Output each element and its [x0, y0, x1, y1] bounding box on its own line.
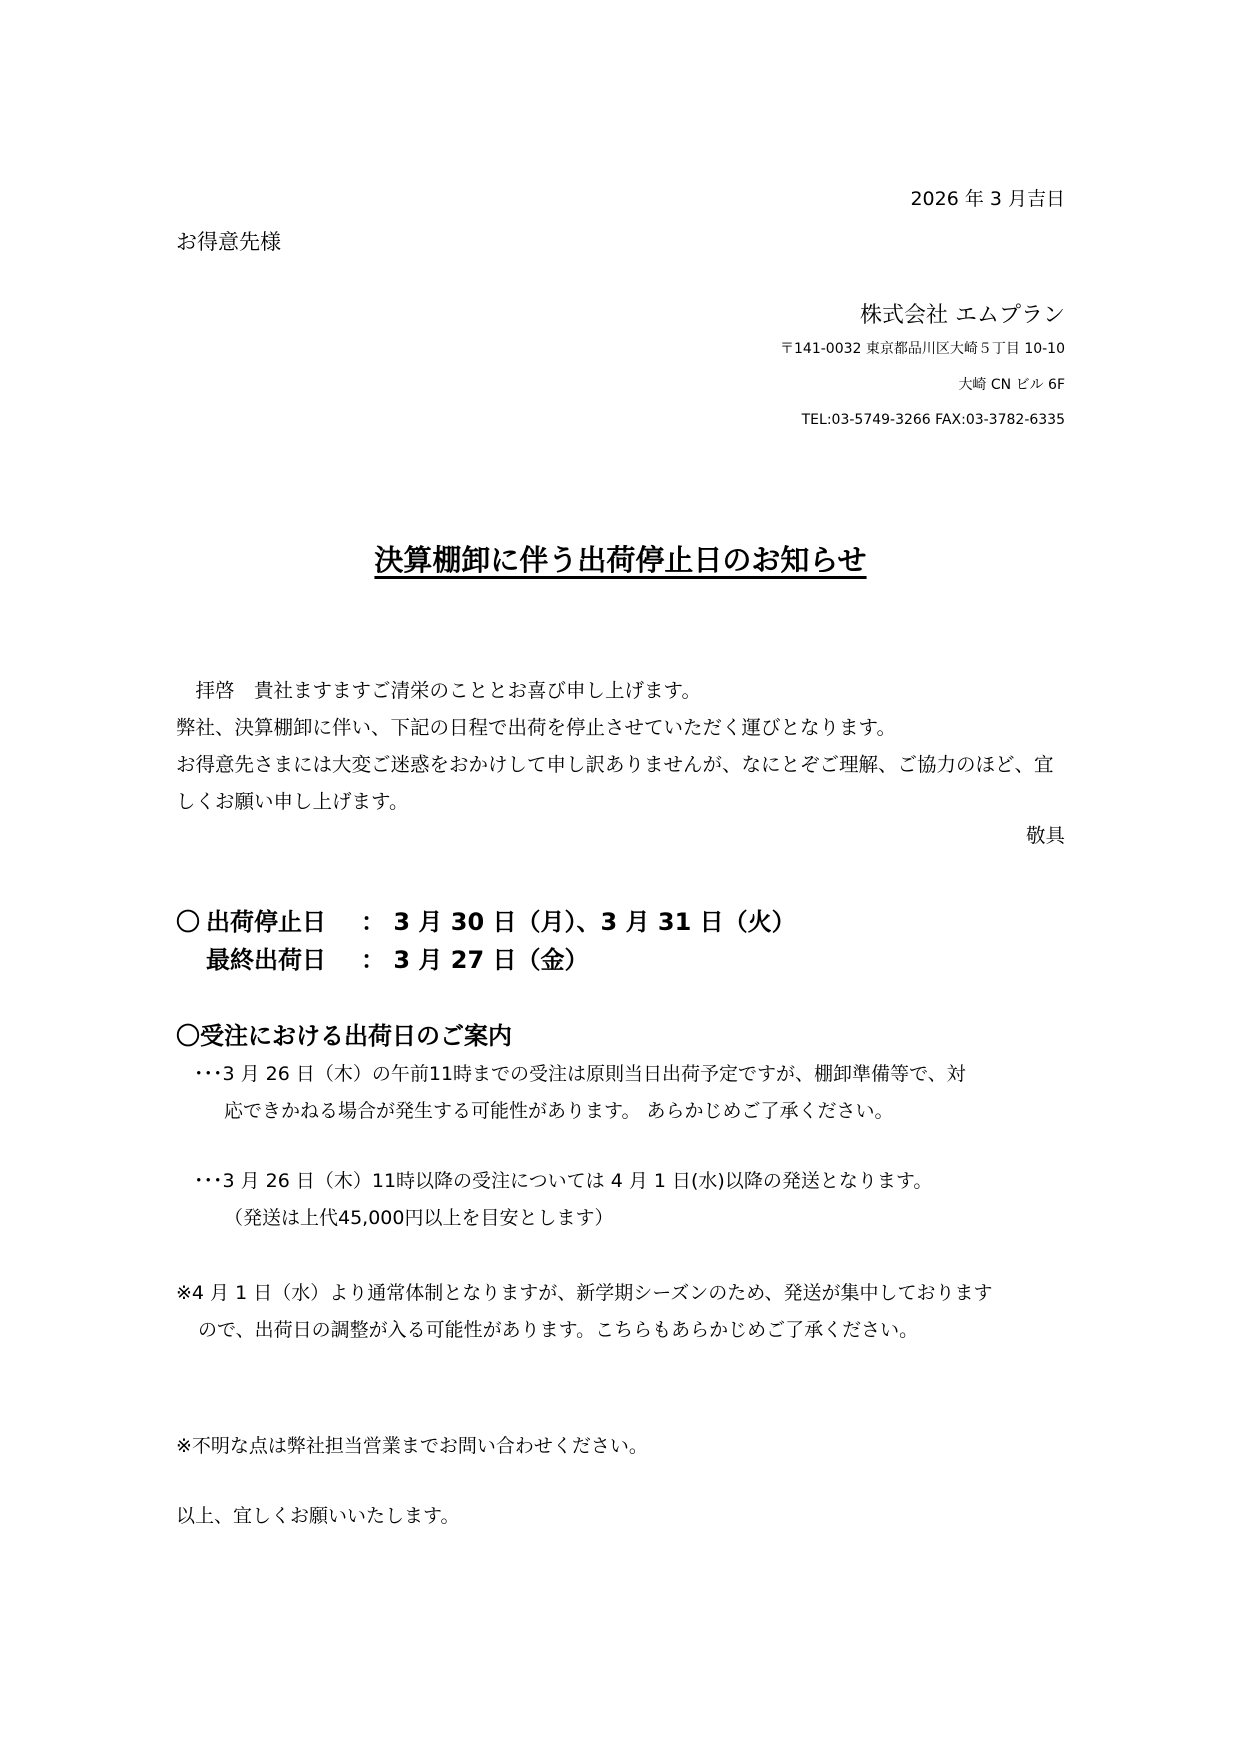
final-ship-row	[176, 940, 589, 975]
order-note-line: （発送は上代45,000円以上を目安とします）	[224, 1207, 614, 1229]
inquiry-note: ※不明な点は弊社担当営業までお問い合わせください。	[176, 1435, 648, 1457]
order-note-line: ･･･3 月 26 日（木）11時以降の受注については 4 月 1 日(水)以降の発送となります。	[194, 1170, 933, 1192]
recipient: お得意先様	[176, 230, 281, 254]
stop-date-row	[176, 902, 796, 937]
body-text	[176, 672, 1066, 820]
issue-date: 2026 年 3 月吉日	[910, 188, 1065, 210]
stop-date-label: 出荷停止日	[206, 908, 326, 936]
order-note	[194, 1056, 1066, 1130]
schedule-notice	[176, 1275, 1066, 1349]
stop-date-value: ： 3 月 30 日（月）、3 月 31 日（火）	[361, 908, 796, 936]
section-heading: 〇受注における出荷日のご案内	[176, 1022, 512, 1050]
company-name: 株式会社 エムプラン	[860, 303, 1065, 328]
schedule-notice-line: ので、出荷日の調整が入る可能性があります。こちらもあらかじめご了承ください。	[198, 1319, 919, 1341]
order-note	[194, 1163, 1066, 1237]
body-line: お得意先さまには大変ご迷惑をおかけして申し訳ありませんが、なにとぞご理解、ご協力のほど、宜しくお願い申し上げます。	[176, 753, 1054, 813]
body-line: 拝啓 貴社ますますご清栄のこととお喜び申し上げます。	[176, 679, 701, 702]
schedule-notice-line: ※4 月 1 日（水）より通常体制となりますが、新学期シーズンのため、発送が集中しております	[176, 1282, 993, 1304]
final-ship-label: 最終出荷日	[206, 946, 326, 974]
final-ship-value: ： 3 月 27 日（金）	[361, 946, 589, 974]
document-title	[0, 538, 1241, 579]
company-building: 大崎 CN ビル 6F	[958, 377, 1065, 393]
closing-regards: 以上、宜しくお願いいたします。	[176, 1505, 460, 1527]
company-address: 〒141-0032 東京都品川区大崎５丁目 10-10	[780, 341, 1065, 357]
company-contact: TEL:03-5749-3266 FAX:03-3782-6335	[801, 412, 1065, 428]
document-title-text: 決算棚卸に伴う出荷停止日のお知らせ	[374, 543, 867, 577]
closing-remark: 敬具	[1025, 824, 1065, 847]
order-note-line: ･･･3 月 26 日（木）の午前11時までの受注は原則当日出荷予定ですが、棚卸準備等で、対	[194, 1063, 966, 1085]
circle-bullet-icon: 〇	[176, 908, 200, 936]
order-note-line: 応できかねる場合が発生する可能性があります。 あらかじめご了承ください。	[224, 1100, 894, 1122]
body-line: 弊社、決算棚卸に伴い、下記の日程で出荷を停止させていただく運びとなります。	[176, 716, 896, 739]
